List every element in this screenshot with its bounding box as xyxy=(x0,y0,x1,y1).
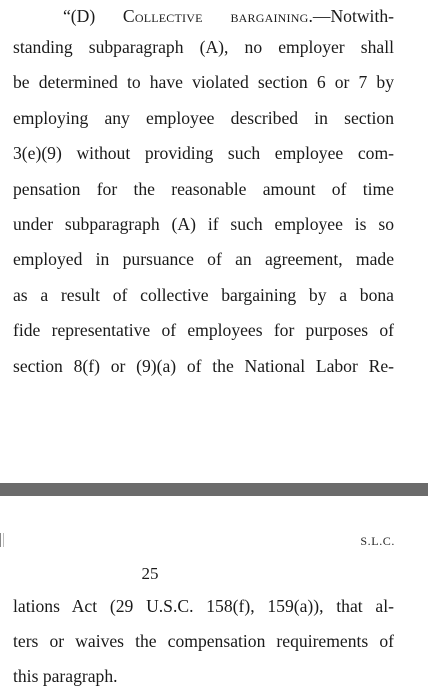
opening-quote-label: “(D) xyxy=(63,6,123,26)
section-heading-tail: .—Notwith- xyxy=(308,6,394,26)
text-line: this paragraph. xyxy=(13,666,118,686)
page-edge-mark xyxy=(0,533,4,547)
document-header-mark: S.L.C. xyxy=(360,534,395,548)
text-line: fide representative of employees for purposes of xyxy=(13,320,394,340)
text-line: employed in pursuance of an agreement, made xyxy=(13,249,394,269)
text-line: be determined to have violated section 6 or 7 by xyxy=(13,72,394,92)
page-divider xyxy=(0,483,428,496)
lower-page xyxy=(0,588,428,690)
text-line: under subparagraph (A) if such employee is so xyxy=(13,214,394,234)
text-line: standing subparagraph (A), no employer shall xyxy=(13,37,394,57)
page-number: 25 xyxy=(141,564,159,583)
text-line: ters or waives the compensation requirements of xyxy=(13,631,394,651)
text-line: section 8(f) or (9)(a) of the National Labor Re- xyxy=(13,356,394,376)
text-line: as a result of collective bargaining by a bona xyxy=(13,285,394,305)
section-heading-line xyxy=(63,6,394,26)
section-heading: Collective bargaining xyxy=(122,6,309,26)
text-line: lations Act (29 U.S.C. 158(f), 159(a)), that al- xyxy=(13,596,394,616)
text-line: 3(e)(9) without providing such employee com- xyxy=(13,143,394,163)
text-line: employing any employee described in section xyxy=(13,108,394,128)
text-line: pensation for the reasonable amount of time xyxy=(13,179,394,199)
